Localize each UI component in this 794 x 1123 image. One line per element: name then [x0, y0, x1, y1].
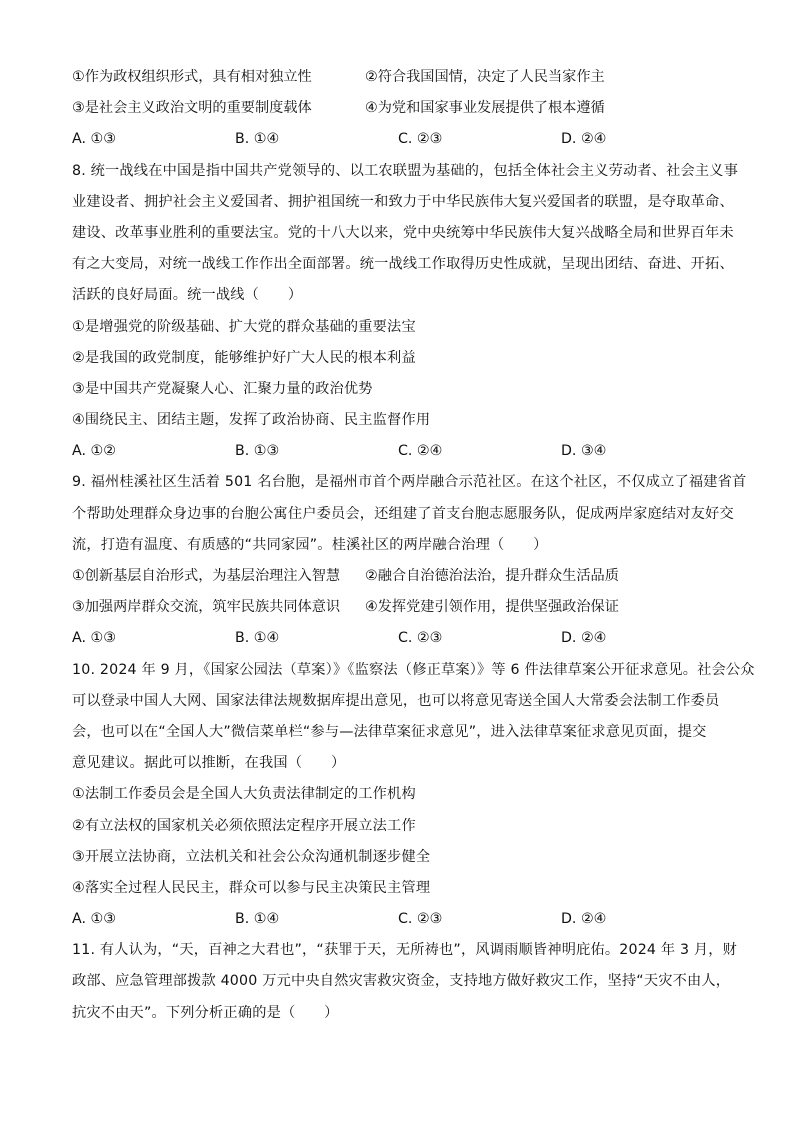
q10-stem-line-4: 意见建议。据此可以推断，在我国（ ） — [72, 755, 346, 772]
q8-stem-line-5: 活跃的良好局面。统一战线（ ） — [72, 287, 303, 304]
q10-stem-line-3: 会，也可以在“全国人大”微信菜单栏“参与—法律草案征求意见”，进入法律草案征求意见页面，提交 — [72, 723, 707, 740]
q10-answer-a[interactable]: A. ①③ — [72, 911, 116, 928]
q7-option-1: ①作为政权组织形式，具有相对独立性 — [72, 69, 312, 85]
q9-options-row-2 — [72, 592, 732, 623]
q8-option-3: ③是中国共产党凝聚人心、汇聚力量的政治优势 — [72, 380, 373, 397]
q10-option-2: ②有立法权的国家机关必须依照法定程序开展立法工作 — [72, 817, 416, 834]
q11-stem-line-1: 11. 有人认为，“天，百神之大君也”，“获罪于天，无所祷也”，风调雨顺皆神明庇佑。2024 年 3 月，财 — [72, 942, 738, 959]
q8-answer-choices — [72, 436, 732, 467]
q7-answer-a[interactable]: A. ①③ — [72, 131, 116, 148]
q9-option-2: ②融合自治德治法治，提升群众生活品质 — [365, 568, 619, 584]
q7-answer-d[interactable]: D. ②④ — [561, 131, 607, 148]
exam-page — [72, 62, 755, 1029]
q10-answer-b[interactable]: B. ①④ — [235, 911, 280, 928]
q9-options-row-1 — [72, 561, 732, 592]
q7-option-3: ③是社会主义政治文明的重要制度载体 — [72, 100, 312, 117]
q8-option-2: ②是我国的政党制度，能够维护好广大人民的根本利益 — [72, 349, 416, 366]
q7-answer-c[interactable]: C. ②③ — [398, 131, 443, 148]
q8-answer-d[interactable]: D. ③④ — [561, 443, 607, 460]
q8-stem-line-2: 业建设者、拥护社会主义爱国者、拥护祖国统一和致力于中华民族伟大复兴爱国者的联盟，是夺取革命、 — [72, 193, 734, 210]
q8-stem-line-3: 建设、改革事业胜利的重要法宝。党的十八大以来，党中央统筹中华民族伟大复兴战略全局和世界百年未 — [72, 224, 734, 241]
q9-stem-line-1: 9. 福州桂溪社区生活着 501 名台胞，是福州市首个两岸融合示范社区。在这个社区，不仅成立了福建省首 — [72, 474, 747, 491]
q10-answer-d[interactable]: D. ②④ — [561, 911, 607, 928]
q9-option-3: ③加强两岸群众交流，筑牢民族共同体意识 — [72, 599, 341, 616]
q9-answer-b[interactable]: B. ①④ — [235, 630, 280, 647]
q7-options-row-2 — [72, 93, 732, 124]
q11-stem-line-3: 抗灾不由天”。下列分析正确的是（ ） — [72, 1004, 339, 1021]
q8-option-4: ④围绕民主、团结主题，发挥了政治协商、民主监督作用 — [72, 412, 431, 429]
q8-option-1: ①是增强党的阶级基础、扩大党的群众基础的重要法宝 — [72, 318, 416, 335]
q8-answer-a[interactable]: A. ①② — [72, 443, 116, 460]
q8-answer-b[interactable]: B. ①③ — [235, 443, 280, 460]
q9-answer-d[interactable]: D. ②④ — [561, 630, 607, 647]
q9-option-1: ①创新基层自治形式，为基层治理注入智慧 — [72, 568, 341, 584]
q8-answer-c[interactable]: C. ②④ — [398, 443, 443, 460]
q9-stem-line-2: 个帮助处理群众身边事的台胞公寓住户委员会，还组建了首支台胞志愿服务队，促成两岸家庭结对友好交 — [72, 505, 734, 522]
q8-stem-line-1: 8. 统一战线在中国是指中国共产党领导的、以工农联盟为基础的，包括全体社会主义劳动者、社会主义事 — [72, 162, 739, 179]
q9-answer-c[interactable]: C. ②③ — [398, 630, 443, 647]
q9-answer-a[interactable]: A. ①③ — [72, 630, 116, 647]
q10-option-4: ④落实全过程人民民主，群众可以参与民主决策民主管理 — [72, 879, 431, 896]
q11-stem-line-2: 政部、应急管理部拨款 4000 万元中央自然灾害救灾资金，支持地方做好救灾工作，坚持“天灾不由人， — [72, 973, 731, 990]
q7-option-2: ②符合我国国情，决定了人民当家作主 — [365, 69, 605, 85]
q7-options-row-1 — [72, 62, 732, 93]
q10-answer-c[interactable]: C. ②③ — [398, 911, 443, 928]
q10-answer-choices — [72, 904, 732, 935]
q7-answer-choices — [72, 124, 732, 155]
q9-answer-choices — [72, 623, 732, 654]
q7-answer-b[interactable]: B. ①④ — [235, 131, 280, 148]
q9-option-4: ④发挥党建引领作用，提供坚强政治保证 — [365, 599, 619, 616]
q7-option-4: ④为党和国家事业发展提供了根本遵循 — [365, 100, 605, 117]
q10-stem-line-2: 可以登录中国人大网、国家法律法规数据库提出意见，也可以将意见寄送全国人大常委会法制工作委员 — [72, 692, 720, 709]
q10-option-3: ③开展立法协商，立法机关和社会公众沟通机制逐步健全 — [72, 848, 431, 865]
q10-stem-line-1: 10. 2024 年 9 月，《国家公园法（草案）》《监察法（修正草案）》等 6 件法律草案公开征求意见。社会公众 — [72, 661, 755, 678]
q8-stem-line-4: 有之大变局，对统一战线工作作出全面部署。统一战线工作取得历史性成就，呈现出团结、奋进、开拓、 — [72, 256, 734, 273]
q9-stem-line-3: 流，打造有温度、有质感的“共同家园”。桂溪社区的两岸融合治理（ ） — [72, 536, 548, 553]
q10-option-1: ①法制工作委员会是全国人大负责法律制定的工作机构 — [72, 786, 416, 803]
